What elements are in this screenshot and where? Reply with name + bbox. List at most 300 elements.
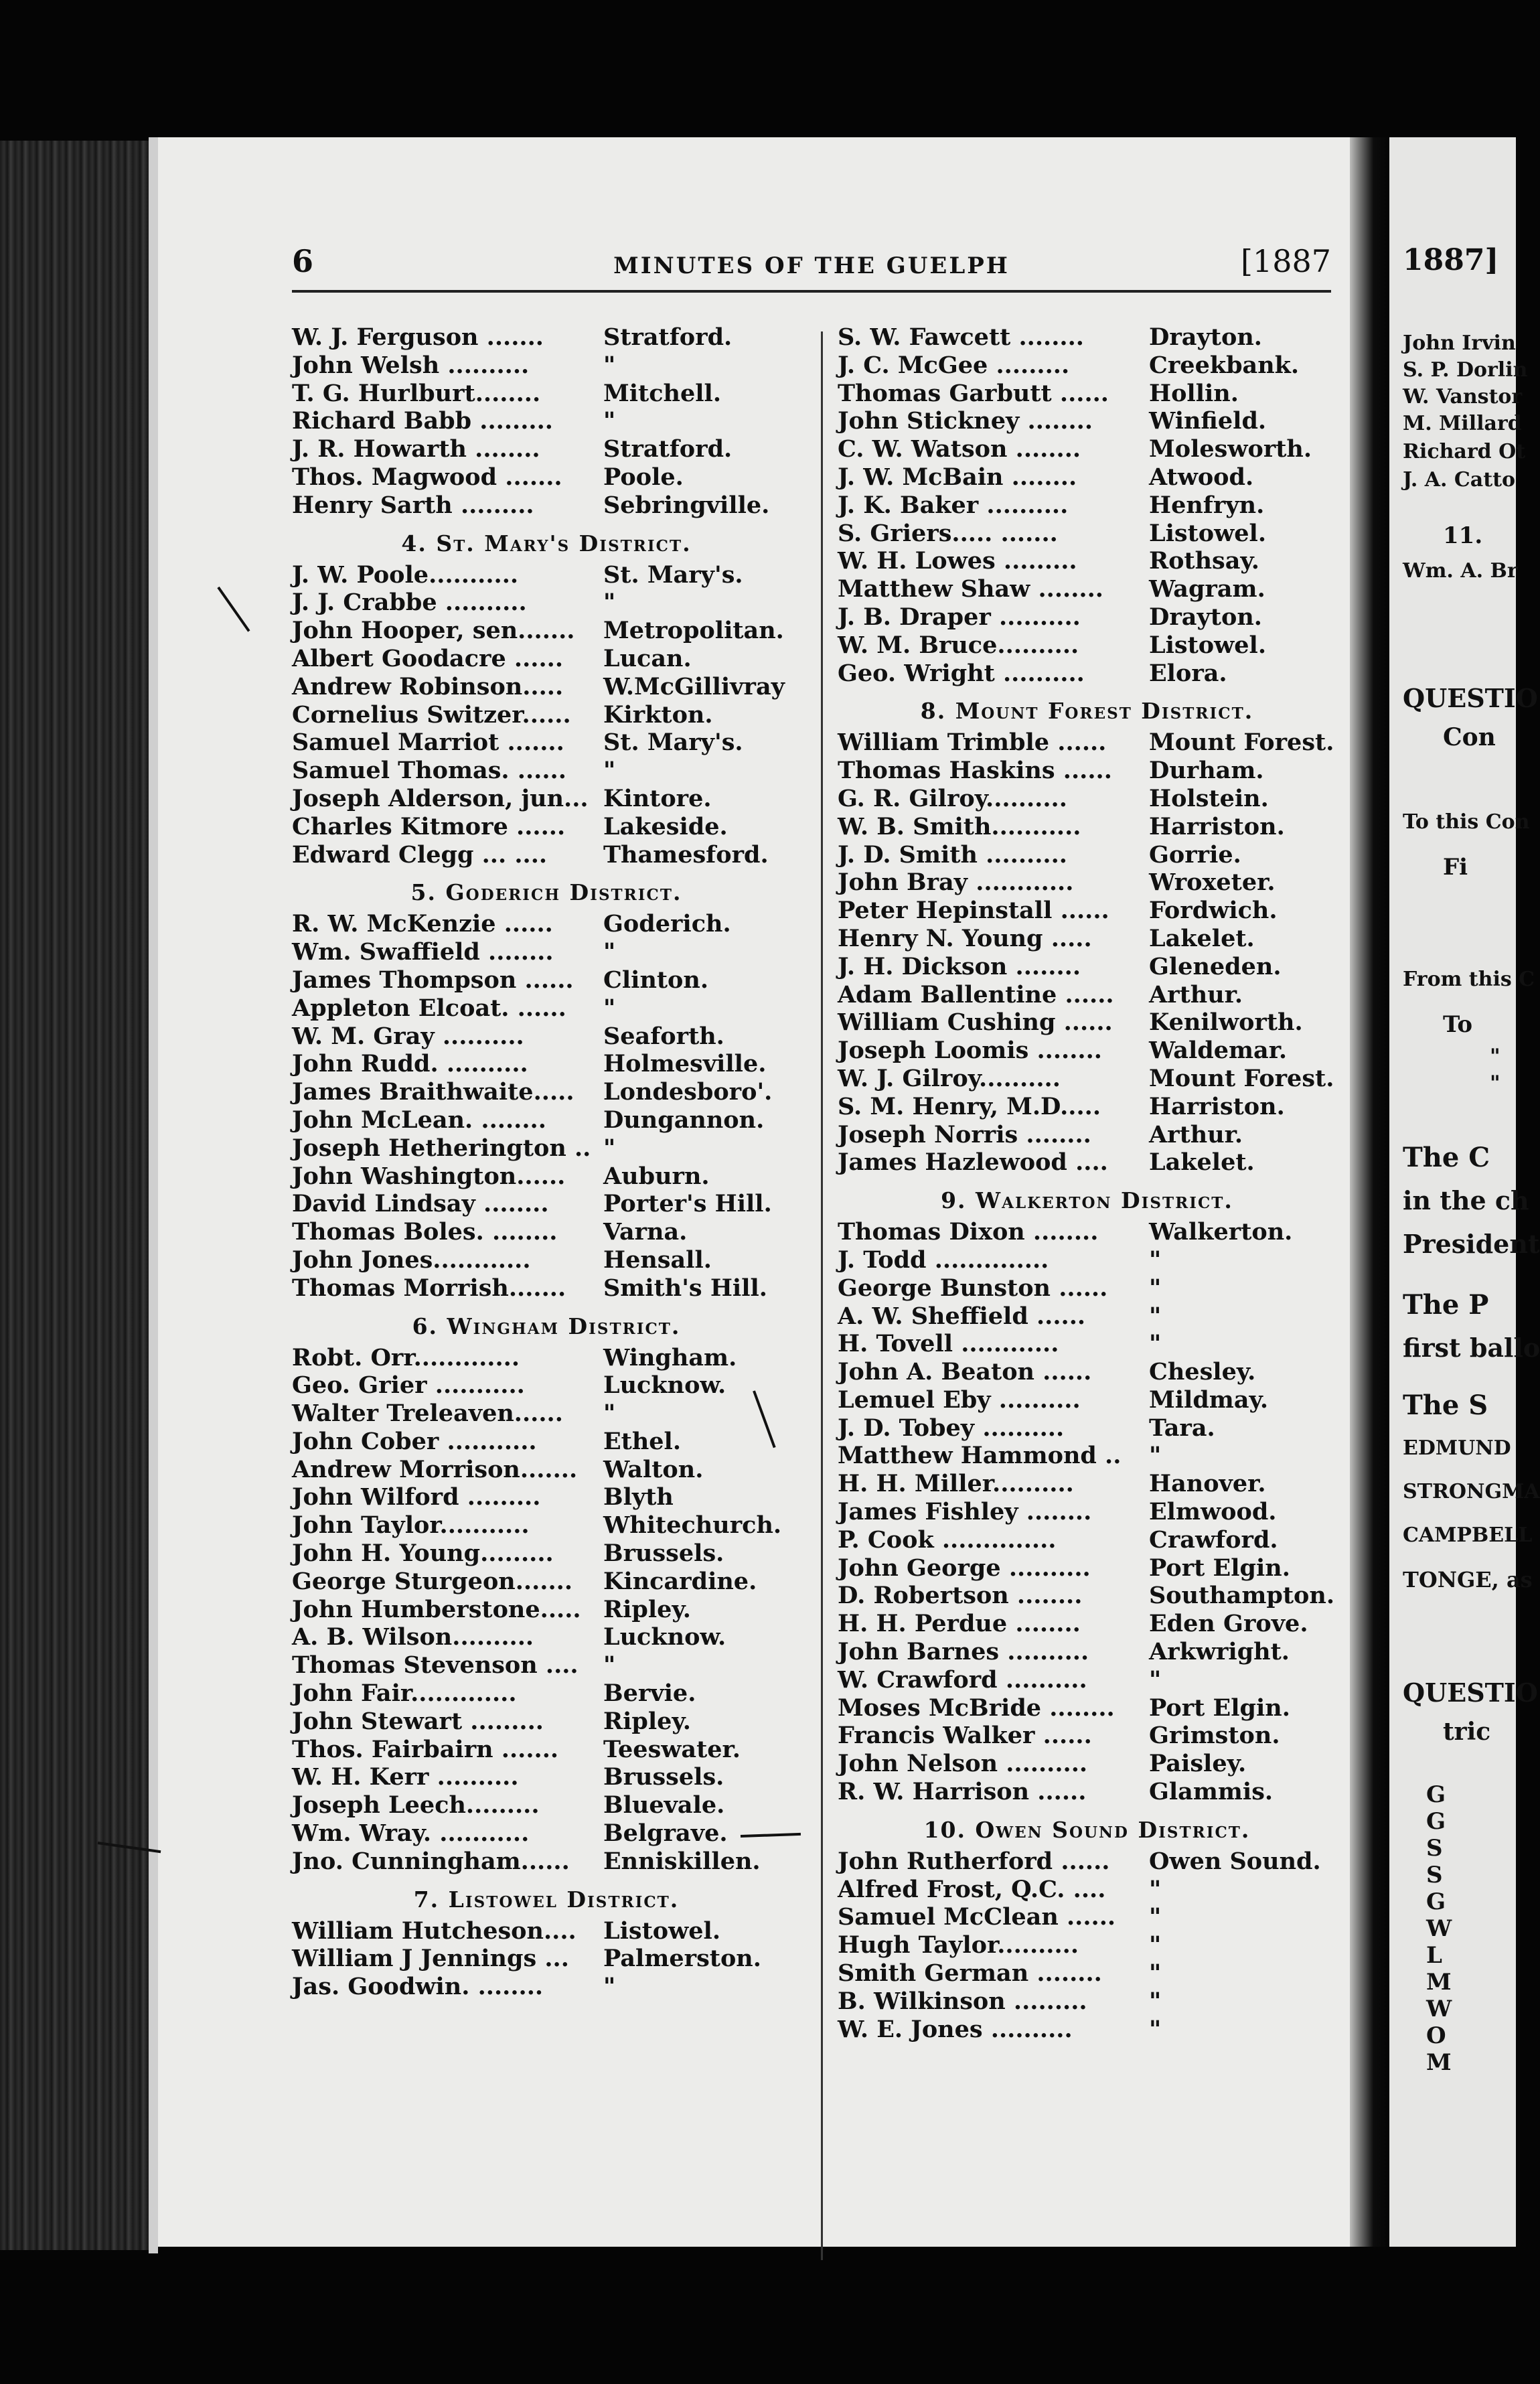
list-item (292, 561, 801, 589)
station-place: Harriston. (1149, 1092, 1285, 1120)
minister-name: J. H. Dickson ........ (838, 952, 1081, 980)
station-place: Lucknow. (603, 1371, 726, 1400)
list-item (292, 1848, 801, 1876)
list-item (838, 2016, 1336, 2044)
station-place: Bervie. (603, 1680, 696, 1708)
station-place: Walkerton. (1149, 1218, 1293, 1246)
minister-name: John Humberstone..... (292, 1595, 581, 1623)
minister-name: J. W. McBain ........ (838, 463, 1077, 491)
minister-name: Wm. Wray. ........... (292, 1819, 530, 1848)
facing-page-line: Richard Ot (1403, 440, 1526, 463)
list-item (838, 1722, 1336, 1750)
list-item (838, 520, 1336, 548)
minister-name: Thomas Garbutt ...... (838, 379, 1109, 407)
station-place: Mildmay. (1149, 1386, 1269, 1414)
station-place: Fordwich. (1149, 897, 1278, 925)
station-place: Wagram. (1149, 575, 1265, 603)
minister-name: J. C. McGee ......... (838, 351, 1070, 379)
station-place: St. Mary's. (603, 729, 743, 757)
list-item (838, 1582, 1336, 1610)
station-place: Whitechurch. (603, 1511, 782, 1540)
list-item (292, 994, 801, 1023)
station-place: Palmerston. (603, 1945, 761, 1973)
minister-name: W. M. Gray .......... (292, 1022, 524, 1050)
list-item (838, 1148, 1336, 1177)
list-item (838, 897, 1336, 925)
list-item (292, 1483, 801, 1511)
minister-name: George Bunston ...... (838, 1274, 1108, 1302)
minister-name: J. D. Tobey .......... (838, 1414, 1065, 1442)
station-place: Arthur. (1149, 1120, 1243, 1148)
minister-name: John Bray ............ (838, 869, 1074, 897)
facing-page-line: tric (1443, 1718, 1491, 1746)
list-item (838, 757, 1336, 785)
station-place: Port Elgin. (1149, 1554, 1290, 1582)
station-place: Mount Forest. (1149, 729, 1334, 757)
station-place: Lucknow. (603, 1623, 726, 1651)
minister-name: T. G. Hurlburt........ (292, 379, 541, 407)
list-item (292, 841, 801, 869)
minister-name: Joseph Loomis ........ (838, 1037, 1102, 1065)
station-place: Lucan. (603, 644, 692, 672)
minister-name: Joseph Leech......... (292, 1791, 540, 1819)
facing-page-line: 11. (1443, 522, 1483, 549)
list-item (292, 1708, 801, 1736)
minister-name: Appleton Elcoat. ...... (292, 994, 566, 1022)
minister-name: James Hazlewood .... (838, 1148, 1108, 1177)
facing-page-line: G (1426, 1808, 1446, 1835)
facing-page-line: M (1426, 2049, 1452, 2076)
list-item (292, 966, 801, 994)
list-item (838, 1526, 1336, 1554)
facing-page-line: EDMUND (1403, 1436, 1511, 1460)
list-item (838, 869, 1336, 897)
minister-name: H. H. Perdue ........ (838, 1610, 1081, 1638)
station-place: Listowel. (603, 1917, 720, 1945)
station-place: Arthur. (1149, 980, 1243, 1009)
minister-name: Hugh Taylor.......... (838, 1931, 1079, 1959)
list-item (838, 1470, 1336, 1498)
station-place: Bluevale. (603, 1791, 725, 1819)
facing-page-line: " (1490, 1071, 1500, 1095)
minister-name: John H. Young......... (292, 1540, 554, 1568)
minister-name: A. B. Wilson.......... (292, 1623, 534, 1651)
station-place: Varna. (603, 1218, 688, 1246)
minister-name: John Barnes .......... (838, 1638, 1089, 1666)
station-place: " (603, 1134, 616, 1162)
facing-page-line: To this Con (1403, 810, 1530, 834)
station-place: Ethel. (603, 1427, 682, 1455)
station-place: Holmesville. (603, 1050, 767, 1078)
list-item (838, 1358, 1336, 1386)
station-place: Durham. (1149, 757, 1264, 785)
facing-page-line: G (1426, 1781, 1446, 1808)
station-place: Elmwood. (1149, 1498, 1277, 1526)
list-item (838, 547, 1336, 575)
list-item (838, 631, 1336, 660)
station-place: Lakelet. (1149, 924, 1255, 952)
list-item (292, 617, 801, 645)
list-item (838, 1876, 1336, 1904)
facing-page-line: in the ch (1403, 1185, 1529, 1215)
minister-name: Matthew Hammond .. (838, 1442, 1122, 1470)
minister-name: W. J. Ferguson ....... (292, 323, 544, 351)
facing-page-line: Wm. A. Br (1403, 559, 1518, 583)
left-column (292, 323, 801, 2001)
minister-name: W. E. Jones .......... (838, 2015, 1073, 2043)
station-place: Waldemar. (1149, 1037, 1288, 1065)
list-item (292, 1973, 801, 2001)
list-item (292, 1623, 801, 1651)
station-place: " (603, 1973, 616, 2001)
minister-name: Robt. Orr............. (292, 1343, 520, 1371)
minister-name: John Stickney ........ (838, 407, 1093, 435)
list-item (838, 1931, 1336, 1959)
minister-name: W. J. Gilroy.......... (838, 1064, 1061, 1092)
minister-name: James Thompson ...... (292, 966, 574, 994)
list-item (292, 1428, 801, 1456)
minister-name: Andrew Morrison....... (292, 1455, 578, 1483)
station-place: Thamesford. (603, 840, 769, 869)
station-place: Paisley. (1149, 1750, 1247, 1778)
district-heading: 10. Owen Sound District. (923, 1816, 1251, 1843)
station-place: Listowel. (1149, 519, 1266, 547)
facing-page-line: John Irvin (1403, 331, 1516, 355)
station-place: " (1149, 1875, 1162, 1903)
facing-page-line: QUESTIO (1403, 683, 1538, 713)
minister-name: Geo. Wright .......... (838, 659, 1085, 687)
minister-name: William J Jennings ... (292, 1945, 569, 1973)
facing-page-line: S (1426, 1862, 1443, 1888)
station-place: Arkwright. (1149, 1638, 1290, 1666)
minister-name: William Hutcheson.... (292, 1917, 576, 1945)
list-item (838, 1218, 1336, 1246)
minister-name: Andrew Robinson..... (292, 672, 564, 700)
station-place: Crawford. (1149, 1525, 1278, 1554)
minister-name: William Cushing ...... (838, 1009, 1113, 1037)
station-place: Smith's Hill. (603, 1274, 767, 1302)
minister-name: John A. Beaton ...... (838, 1358, 1092, 1386)
list-item (292, 813, 801, 841)
station-place: " (1149, 1903, 1162, 1931)
minister-name: William Trimble ...... (838, 729, 1107, 757)
list-item (292, 1511, 801, 1540)
list-item (292, 1651, 801, 1680)
minister-name: S. Griers..... ....... (838, 519, 1058, 547)
minister-name: Francis Walker ...... (838, 1722, 1092, 1750)
station-place: " (603, 994, 616, 1022)
list-item (292, 1246, 801, 1274)
district-heading: 7. Listowel District. (413, 1886, 680, 1913)
list-item (292, 1218, 801, 1246)
facing-page-line: W (1426, 1996, 1452, 2022)
minister-name: D. Robertson ........ (838, 1582, 1083, 1610)
minister-name: Thos. Magwood ....... (292, 463, 562, 491)
minister-name: P. Cook .............. (838, 1525, 1057, 1554)
book-page-edges (0, 141, 151, 2250)
list-item (838, 1988, 1336, 2016)
station-place: " (1149, 1302, 1162, 1330)
station-place: Owen Sound. (1149, 1847, 1321, 1875)
list-item (292, 1680, 801, 1708)
list-item (838, 1009, 1336, 1037)
facing-page-line: S. P. Dorlin (1403, 358, 1528, 382)
list-item (838, 1414, 1336, 1442)
list-item (292, 1163, 801, 1191)
station-place: Ripley. (603, 1707, 691, 1735)
station-place: Wroxeter. (1149, 869, 1276, 897)
station-place: Mitchell. (603, 379, 722, 407)
list-item (838, 1498, 1336, 1526)
list-item (292, 1736, 801, 1764)
minister-name: J. D. Smith .......... (838, 840, 1067, 869)
district-heading: 4. St. Mary's District. (401, 530, 692, 556)
minister-name: Wm. Swaffield ........ (292, 938, 554, 966)
list-item (292, 1945, 801, 1973)
station-place: Chesley. (1149, 1358, 1256, 1386)
station-place: Kincardine. (603, 1567, 757, 1595)
list-item (838, 492, 1336, 520)
minister-name: Samuel Thomas. ...... (292, 757, 566, 785)
station-place: " (1149, 1987, 1162, 2015)
facing-page-line: " (1490, 1045, 1500, 1068)
facing-page-line: W. Vanstor (1403, 385, 1523, 408)
minister-name: Edward Clegg ... .... (292, 840, 548, 869)
list-item (292, 785, 801, 813)
station-place: Holstein. (1149, 784, 1269, 812)
list-item (838, 1848, 1336, 1876)
facing-page-line: G (1426, 1888, 1446, 1915)
station-place: " (603, 938, 616, 966)
list-item (292, 1050, 801, 1078)
station-place: Creekbank. (1149, 351, 1300, 379)
minister-name: Geo. Grier ........... (292, 1371, 525, 1400)
station-place: Henfryn. (1149, 491, 1265, 519)
list-item (292, 1344, 801, 1372)
facing-page-line: The S (1403, 1390, 1488, 1421)
list-item (292, 589, 801, 617)
minister-name: John Nelson .......... (838, 1750, 1088, 1778)
minister-name: Joseph Hetherington .. (292, 1134, 591, 1162)
list-item (838, 1903, 1336, 1931)
station-place: Ripley. (603, 1595, 691, 1623)
station-place: " (603, 1400, 616, 1428)
facing-page-line: The P (1403, 1289, 1489, 1321)
station-place: Kirkton. (603, 700, 713, 729)
list-item (838, 785, 1336, 813)
station-place: Goderich. (603, 910, 731, 938)
list-item (292, 1917, 801, 1945)
minister-name: Thomas Stevenson .... (292, 1651, 579, 1680)
station-place: Tara. (1149, 1414, 1215, 1442)
list-item (292, 1456, 801, 1484)
station-place: Kintore. (603, 784, 712, 812)
list-item (292, 645, 801, 673)
minister-name: John Jones............ (292, 1246, 531, 1274)
facing-page-line: CAMPBELL (1403, 1523, 1533, 1547)
list-item (292, 1190, 801, 1218)
station-place: Porter's Hill. (603, 1190, 772, 1218)
station-place: Lakelet. (1149, 1148, 1255, 1177)
station-place: Southampton. (1149, 1582, 1335, 1610)
minister-name: J. K. Baker .......... (838, 491, 1069, 519)
minister-name: John Cober ........... (292, 1427, 537, 1455)
station-place: Harriston. (1149, 812, 1285, 840)
minister-name: H. Tovell ............ (838, 1330, 1059, 1358)
station-place: Auburn. (603, 1162, 710, 1190)
minister-name: John Wilford ......... (292, 1483, 541, 1511)
list-item (838, 463, 1336, 492)
minister-name: Albert Goodacre ...... (292, 644, 564, 672)
list-item (838, 603, 1336, 631)
list-item (838, 841, 1336, 869)
minister-name: Charles Kitmore ...... (292, 812, 566, 840)
left-page (158, 137, 1350, 2247)
list-item (838, 1442, 1336, 1470)
district-heading: 5. Goderich District. (410, 879, 682, 906)
district-heading: 8. Mount Forest District. (920, 698, 1254, 725)
station-place: " (1149, 1665, 1162, 1694)
station-place: Wingham. (603, 1343, 737, 1371)
station-place: " (1149, 2015, 1162, 2043)
minister-name: John Hooper, sen....... (292, 617, 575, 645)
station-place: W.McGillivray (603, 672, 785, 700)
list-item (838, 1274, 1336, 1302)
station-place: " (603, 351, 616, 379)
station-place: " (603, 407, 616, 435)
station-place: Enniskillen. (603, 1847, 761, 1875)
list-item (292, 1078, 801, 1106)
station-place: Glammis. (1149, 1778, 1274, 1806)
minister-name: S. M. Henry, M.D..... (838, 1092, 1101, 1120)
minister-name: John McLean. ........ (292, 1106, 546, 1134)
minister-name: John Taylor........... (292, 1511, 530, 1540)
station-place: Hanover. (1149, 1470, 1266, 1498)
minister-name: George Sturgeon....... (292, 1567, 573, 1595)
station-place: Teeswater. (603, 1735, 741, 1763)
facing-page-line: M (1426, 1969, 1452, 1996)
station-place: " (603, 757, 616, 785)
minister-name: J. W. Poole........... (292, 561, 519, 589)
minister-name: R. W. Harrison ...... (838, 1778, 1087, 1806)
book-spine (149, 137, 158, 2253)
station-place: Gleneden. (1149, 952, 1282, 980)
minister-name: R. W. McKenzie ...... (292, 910, 553, 938)
minister-name: J. Todd .............. (838, 1246, 1049, 1274)
minister-name: Smith German ........ (838, 1959, 1102, 1988)
facing-page (1389, 137, 1540, 2247)
station-place: Walton. (603, 1455, 704, 1483)
facing-page-line: M. Millard (1403, 412, 1522, 435)
station-place: " (1149, 1274, 1162, 1302)
facing-year: 1887] (1403, 243, 1499, 277)
right-column (838, 323, 1336, 2043)
list-item (838, 925, 1336, 953)
minister-name: W. M. Bruce.......... (838, 631, 1079, 659)
list-item (838, 660, 1336, 688)
station-place: " (1149, 1442, 1162, 1470)
list-item (838, 1386, 1336, 1414)
station-place: Elora. (1149, 659, 1227, 687)
minister-name: Thomas Dixon ........ (838, 1218, 1099, 1246)
list-item (838, 1246, 1336, 1274)
facing-page-line: S (1426, 1835, 1443, 1862)
minister-name: J. B. Draper .......... (838, 603, 1081, 631)
station-place: Hollin. (1149, 379, 1239, 407)
facing-page-line: Fi (1443, 854, 1468, 881)
list-item (292, 1371, 801, 1400)
list-item (838, 1666, 1336, 1694)
list-item (292, 910, 801, 938)
minister-name: John Fair............. (292, 1680, 517, 1708)
station-place: Grimston. (1149, 1722, 1280, 1750)
minister-name: John Rutherford ...... (838, 1847, 1110, 1875)
station-place: Rothsay. (1149, 547, 1259, 575)
facing-page-line: L (1426, 1942, 1442, 1969)
station-place: Seaforth. (603, 1022, 724, 1050)
list-item (838, 813, 1336, 841)
station-place: Stratford. (603, 435, 733, 463)
station-place: Clinton. (603, 966, 709, 994)
minister-name: Adam Ballentine ...... (838, 980, 1114, 1009)
minister-name: Henry Sarth ......... (292, 491, 534, 519)
list-item (292, 1763, 801, 1791)
minister-name: Joseph Norris ........ (838, 1120, 1091, 1148)
minister-name: Moses McBride ........ (838, 1694, 1115, 1722)
station-place: Gorrie. (1149, 840, 1241, 869)
page-header (292, 243, 1331, 293)
facing-page-line: TONGE, as (1403, 1567, 1533, 1592)
list-item (292, 1568, 801, 1596)
list-item (838, 1302, 1336, 1331)
facing-page-line: STRONGMA (1403, 1480, 1540, 1503)
page-gutter (1350, 137, 1389, 2247)
minister-name: Samuel McClean ...... (838, 1903, 1116, 1931)
station-place: Dungannon. (603, 1106, 765, 1134)
list-item (838, 380, 1336, 408)
station-place: " (1149, 1931, 1162, 1959)
station-place: Kenilworth. (1149, 1009, 1303, 1037)
minister-name: W. H. Kerr .......... (292, 1763, 519, 1791)
station-place: Atwood. (1149, 463, 1254, 491)
minister-name: Thomas Boles. ........ (292, 1218, 558, 1246)
list-item (292, 492, 801, 520)
facing-page-line: first ballo (1403, 1333, 1540, 1363)
minister-name: Joseph Alderson, jun... (292, 784, 589, 812)
list-item (292, 1400, 801, 1428)
header-year: [1887 (1240, 243, 1331, 279)
list-item (838, 729, 1336, 757)
list-item (838, 1065, 1336, 1093)
minister-name: Jas. Goodwin. ........ (292, 1973, 544, 2001)
facing-page-line: President (1403, 1229, 1540, 1259)
district-heading: 6. Wingham District. (412, 1313, 681, 1339)
list-item (292, 1540, 801, 1568)
list-item (838, 1778, 1336, 1806)
minister-name: James Braithwaite..... (292, 1078, 574, 1106)
station-place: " (1149, 1246, 1162, 1274)
list-item (838, 1121, 1336, 1149)
minister-name: Samuel Marriot ....... (292, 729, 564, 757)
minister-name: James Fishley ........ (838, 1498, 1092, 1526)
minister-name: Henry N. Young ..... (838, 924, 1092, 952)
station-place: Brussels. (603, 1763, 724, 1791)
list-item (838, 407, 1336, 435)
station-place: Metropolitan. (603, 617, 784, 645)
station-place: Mount Forest. (1149, 1064, 1334, 1092)
list-item (838, 1750, 1336, 1778)
minister-name: J. J. Crabbe .......... (292, 589, 527, 617)
